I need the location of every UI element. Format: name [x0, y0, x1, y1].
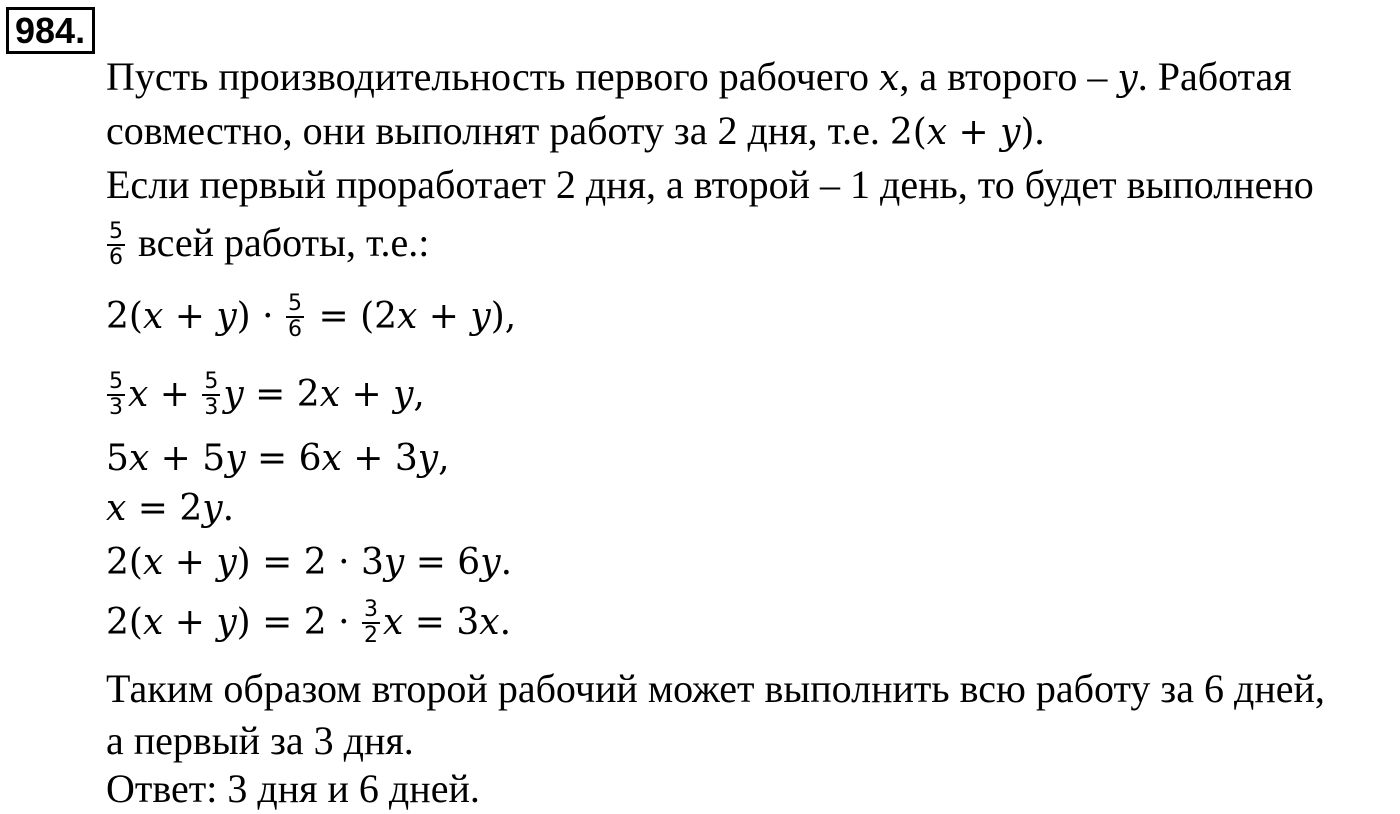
var-y: y: [1117, 58, 1138, 99]
var-x: x: [142, 542, 164, 583]
var-y: y: [417, 438, 439, 479]
denominator: 6: [288, 317, 303, 342]
math: +: [947, 112, 1001, 153]
var-x: x: [319, 374, 340, 415]
math: +: [163, 296, 217, 337]
answer-line: [106, 764, 480, 814]
var-x: x: [383, 602, 404, 643]
math: +: [163, 602, 217, 643]
text: всей работы, т.е.:: [128, 220, 430, 265]
math: = 6: [245, 438, 322, 479]
math: = (2: [307, 296, 398, 337]
var-y: y: [225, 438, 246, 479]
numerator: 3: [364, 597, 379, 622]
text: , а второго –: [899, 54, 1118, 99]
numerator: 5: [109, 218, 123, 244]
equation-4: [106, 484, 234, 534]
math: 5: [106, 438, 129, 479]
text-line-3: [106, 160, 1314, 210]
math: + 5: [149, 438, 226, 479]
math: +: [148, 374, 202, 415]
text: совместно, они выполнят работу за 2 дня, т.е.: [106, 108, 890, 153]
math: +: [417, 296, 471, 337]
text-line-1: [106, 52, 1292, 102]
text-line-2: [106, 106, 1045, 156]
math: ) ·: [236, 296, 286, 337]
text: Ответ: 3 дня и 6 дней.: [106, 766, 480, 811]
var-y: y: [383, 542, 405, 583]
text: Таким образом второй рабочий может выполнить всю работу за 6 дней,: [106, 666, 1325, 711]
denominator: 2: [364, 623, 379, 648]
var-y: y: [216, 296, 237, 337]
math: = 3: [403, 602, 480, 643]
equation-1: [106, 292, 516, 342]
var-y: y: [223, 374, 244, 415]
text-line-4: [106, 218, 429, 268]
denominator: 3: [204, 395, 219, 420]
equation-5: [106, 538, 512, 588]
math: +: [163, 542, 217, 583]
var-y: y: [202, 488, 223, 529]
denominator: 6: [109, 244, 123, 270]
math: ): [1020, 112, 1035, 153]
var-y: y: [393, 374, 414, 415]
numerator: 5: [109, 369, 123, 394]
math: .: [499, 602, 512, 643]
var-x: x: [397, 296, 418, 337]
text: . Работая: [1137, 54, 1292, 99]
fraction: [202, 370, 220, 420]
math: ) = 2 · 3: [236, 542, 384, 583]
var-y: y: [216, 602, 237, 643]
math: 2(: [889, 112, 927, 153]
fraction: [362, 598, 380, 648]
text-line-11: [106, 664, 1325, 714]
var-y: y: [1000, 112, 1021, 153]
equation-6: [106, 598, 511, 648]
denominator: 3: [109, 395, 123, 420]
math: = 6: [404, 542, 481, 583]
var-x: x: [321, 438, 342, 479]
text: .: [1034, 108, 1045, 153]
problem-number: 984.: [6, 7, 95, 54]
var-x: x: [879, 58, 900, 99]
math: ,: [438, 438, 450, 479]
var-x: x: [106, 488, 127, 529]
fraction: [286, 292, 304, 342]
math: ,: [413, 374, 425, 415]
fraction: [107, 220, 125, 270]
math: = 2: [243, 374, 320, 415]
numerator: 5: [204, 369, 219, 394]
var-x: x: [479, 602, 500, 643]
numerator: 5: [288, 291, 303, 316]
equation-2: [106, 370, 425, 420]
math: = 2: [126, 488, 203, 529]
equation-3: [106, 434, 450, 484]
var-y: y: [470, 296, 491, 337]
math: .: [500, 542, 513, 583]
math: + 3: [341, 438, 418, 479]
math: +: [340, 374, 394, 415]
var-y: y: [480, 542, 501, 583]
var-x: x: [142, 602, 164, 643]
math: .: [222, 488, 235, 529]
math: 2(: [106, 542, 143, 583]
text: Пусть производительность первого рабочего: [106, 54, 880, 99]
var-x: x: [142, 296, 164, 337]
math: 2(: [106, 296, 143, 337]
var-y: y: [216, 542, 237, 583]
var-x: x: [128, 374, 149, 415]
text: а первый за 3 дня.: [106, 718, 414, 763]
text: Если первый проработает 2 дня, а второй – 1 день, то будет выполнено: [106, 162, 1314, 207]
var-x: x: [128, 438, 150, 479]
math: 2(: [106, 602, 143, 643]
math: ) = 2 ·: [236, 602, 362, 643]
text-line-12: [106, 716, 414, 766]
var-x: x: [926, 112, 948, 153]
fraction: [107, 370, 125, 420]
math: ),: [490, 296, 517, 337]
